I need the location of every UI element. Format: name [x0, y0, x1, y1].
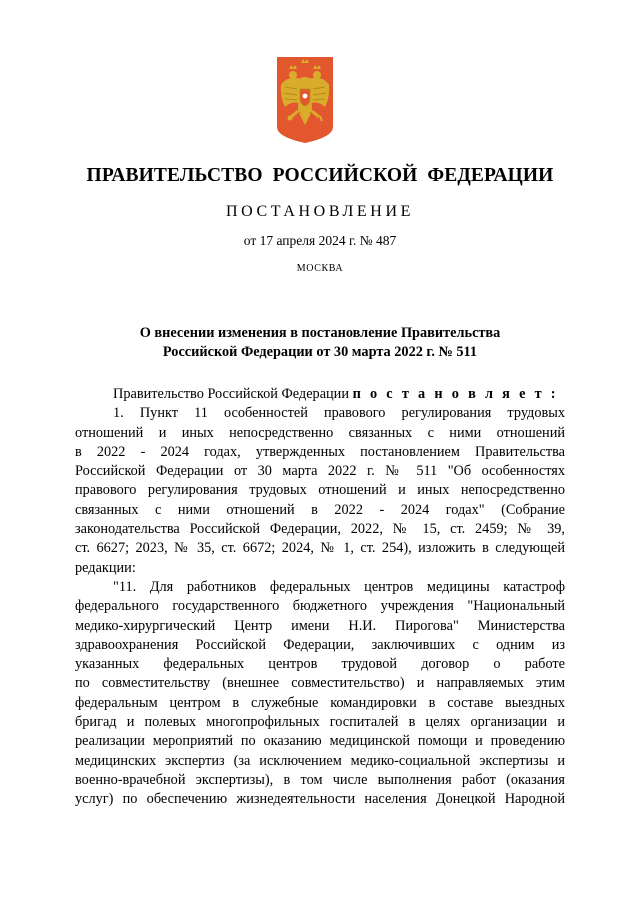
- document-title: [0, 324, 640, 362]
- coat-of-arms-icon: [277, 57, 333, 143]
- document-city: МОСКВА: [296, 263, 344, 274]
- body-line: медико-хирургический Центр имени Н.И. Пирогова" Министерства: [75, 617, 565, 634]
- body-line: правового регулирования трудовых отношений и иных непосредственно: [75, 482, 565, 499]
- body-line: указанных федеральных центров трудовой договор о работе: [75, 656, 565, 673]
- body-line: ст. 6627; 2023, № 35, ст. 6672; 2024, № 1, ст. 254), изложить в следующей: [75, 540, 565, 557]
- body-line: Российской Федерации от 30 марта 2022 г. № 511 "Об особенностях: [75, 463, 565, 480]
- body-line: федерального государственного бюджетного учреждения "Национальный: [75, 598, 565, 615]
- body-line: услуг) по обеспечению жизнедеятельности населения Донецкой Народной: [75, 791, 565, 808]
- body-line: "11. Для работников федеральных центров медицины катастроф: [113, 578, 565, 595]
- body-line: в 2022 - 2024 годах, утвержденных постановлением Правительства: [75, 443, 565, 460]
- body-line: законодательства Российской Федерации, 2022, № 15, ст. 2459; № 39,: [75, 521, 565, 538]
- preamble-text: Правительство Российской Федерации: [113, 386, 349, 402]
- preamble: [75, 385, 565, 404]
- document-body: [75, 385, 565, 810]
- body-line: федеральным центром в служебные командировки в составе выездных: [75, 694, 565, 711]
- government-name: ПРАВИТЕЛЬСТВО РОССИЙСКОЙ ФЕДЕРАЦИИ: [86, 165, 554, 186]
- body-line: реализации мероприятий по оказанию медицинской помощи и проведению: [75, 733, 565, 750]
- document-date-number: от 17 апреля 2024 г. № 487: [243, 233, 397, 248]
- title-line-2: Российской Федерации от 30 марта 2022 г. № 511: [162, 344, 478, 360]
- body-line: бригад и полевых многопрофильных госпиталей в целях организации и: [75, 714, 565, 731]
- body-line: по совместительству (внешнее совместительство) и направляемых этим: [75, 675, 565, 692]
- body-line: здравоохранения Российской Федерации, заключивших с одним из: [75, 636, 565, 653]
- document-type: ПОСТАНОВЛЕНИЕ: [226, 203, 414, 220]
- body-line: отношений и иных непосредственно связанных с ними отношений: [75, 424, 565, 441]
- body-line: редакции:: [75, 559, 136, 576]
- title-line-1: О внесении изменения в постановление Правительства: [139, 325, 501, 341]
- body-line: 1. Пункт 11 особенностей правового регулирования трудовых: [113, 405, 565, 422]
- body-line: военно-врачебной экспертизы), в том числе выполнения работ (оказания: [75, 771, 565, 788]
- body-line: связанных с ними отношений в 2022 - 2024 годах" (Собрание: [75, 501, 565, 518]
- preamble-verb: п о с т а н о в л я е т :: [352, 386, 559, 402]
- body-line: медицинских экспертиз (за исключением медико-социальной экспертизы и: [75, 752, 565, 769]
